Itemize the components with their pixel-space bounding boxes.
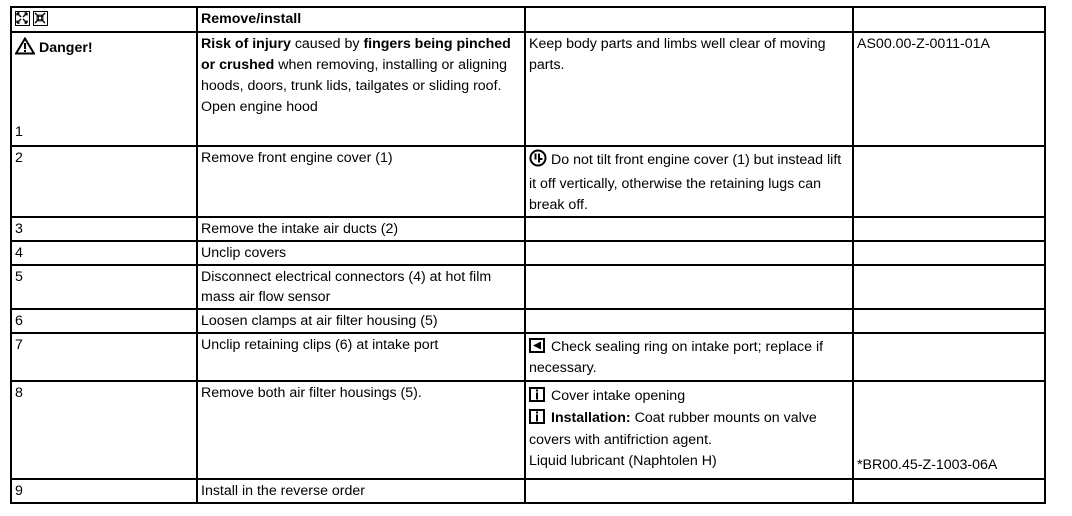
- step-4-note: [525, 241, 853, 265]
- procedure-table: [10, 6, 1046, 504]
- danger-risk-bold: Risk of injury: [201, 36, 291, 52]
- step-3-number: 3: [11, 217, 197, 241]
- step-9-ref: [853, 479, 1045, 503]
- step-6-ref: [853, 309, 1045, 333]
- step-8-reference: *BR00.45-Z-1003-06A: [857, 457, 998, 473]
- step-4-action: Unclip covers: [197, 241, 525, 265]
- danger-label: Danger!: [39, 40, 93, 56]
- step-2-action: Remove front engine cover (1): [197, 146, 525, 217]
- step-6-number: 6: [11, 309, 197, 333]
- step-2-note-cell: [525, 146, 853, 217]
- step-8-note-2: Coat rubber mounts on valve covers with antifriction agent.: [529, 410, 817, 448]
- step-6-note: [525, 309, 853, 333]
- step-8-action: Remove both air filter housings (5).: [197, 381, 525, 479]
- step-3-action: Remove the intake air ducts (2): [197, 217, 525, 241]
- table-row: [11, 309, 1045, 333]
- table-row: [11, 479, 1045, 503]
- danger-description-cell: [197, 32, 525, 146]
- danger-remedy: Keep body parts and limbs well clear of moving parts.: [525, 32, 853, 146]
- step-5-action: Disconnect electrical connectors (4) at hot film mass air flow sensor: [197, 265, 525, 309]
- step-2-ref: [853, 146, 1045, 217]
- step-3-note: [525, 217, 853, 241]
- danger-risk-bold-2: fingers being pinched or crushed: [201, 36, 511, 73]
- step-8-note-3: Liquid lubricant (Naphtolen H): [529, 453, 717, 469]
- info-icon: [529, 387, 545, 402]
- step-8-note-line-2: [529, 407, 849, 451]
- step-7-note-cell: [525, 333, 853, 381]
- table-row: [11, 241, 1045, 265]
- info-icon: [529, 409, 545, 424]
- step-9-action: Install in the reverse order: [197, 479, 525, 503]
- step-7-action: Unclip retaining clips (6) at intake port: [197, 333, 525, 381]
- step-8-note-1: Cover intake opening: [551, 388, 686, 404]
- danger-reference: AS00.00-Z-0011-01A: [853, 32, 1045, 146]
- step-2-note: Do not tilt front engine cover (1) but instead lift it off vertically, otherwise the retaining lugs can break off.: [529, 152, 842, 213]
- step-8-ref-cell: [853, 381, 1045, 479]
- step-4-ref: [853, 241, 1045, 265]
- step-1-number: 1: [15, 124, 23, 140]
- step-4-number: 4: [11, 241, 197, 265]
- step-8-note-cell: [525, 381, 853, 479]
- step-7-number: 7: [11, 333, 197, 381]
- step-2-number: 2: [11, 146, 197, 217]
- step-8-installation-label: Installation:: [551, 410, 631, 426]
- step-5-number: 5: [11, 265, 197, 309]
- step-7-note: Check sealing ring on intake port; replace if necessary.: [529, 339, 824, 376]
- header-empty-ref: [853, 7, 1045, 32]
- table-row: [11, 333, 1045, 381]
- step-9-note: [525, 479, 853, 503]
- notice-circle-icon: [529, 149, 547, 174]
- step-6-action: Loosen clamps at air filter housing (5): [197, 309, 525, 333]
- step-8-number: 8: [11, 381, 197, 479]
- danger-label-cell: [11, 32, 197, 146]
- step-5-note: [525, 265, 853, 309]
- danger-risk-text-2: when removing, installing or aligning hoods, doors, trunk lids, tailgates or sliding roof.: [201, 57, 507, 94]
- header-row: [11, 7, 1045, 32]
- step-3-ref: [853, 217, 1045, 241]
- danger-row: [11, 32, 1045, 146]
- step-7-ref: [853, 333, 1045, 381]
- table-row: [11, 146, 1045, 217]
- header-icons-cell: [11, 7, 197, 32]
- step-5-ref: [853, 265, 1045, 309]
- header-empty-note: [525, 7, 853, 32]
- install-symbol-icon: [33, 11, 48, 26]
- inspect-arrow-icon: [529, 338, 545, 353]
- table-row: [11, 217, 1045, 241]
- warning-triangle-icon: [15, 37, 35, 62]
- table-row: [11, 265, 1045, 309]
- step-9-number: 9: [11, 479, 197, 503]
- remove-symbol-icon: [15, 11, 30, 26]
- danger-risk-text: caused by: [290, 36, 364, 52]
- table-row: [11, 381, 1045, 479]
- step-1-action: Open engine hood: [201, 99, 318, 115]
- header-title: Remove/install: [197, 7, 525, 32]
- step-8-note-line-1: [529, 385, 849, 407]
